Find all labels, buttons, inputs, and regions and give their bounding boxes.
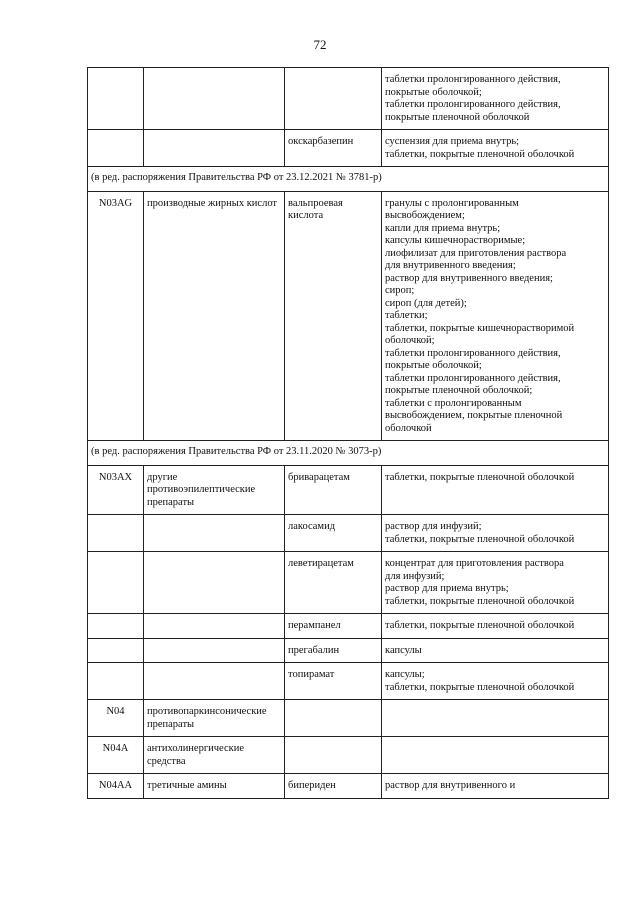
dosage-form-line: таблетки пролонгированного действия, xyxy=(385,347,561,359)
drug-name-cell xyxy=(285,737,382,774)
dosage-forms-cell xyxy=(382,465,609,515)
atc-code-cell xyxy=(88,130,144,167)
table-row xyxy=(88,130,609,167)
anatomical-group-cell: антихолинергические средства xyxy=(144,737,285,774)
dosage-form-line: гранулы с пролонгированным xyxy=(385,197,519,209)
dosage-forms-cell xyxy=(382,700,609,737)
dosage-form-line: оболочкой xyxy=(385,422,432,434)
dosage-forms-cell xyxy=(382,663,609,700)
dosage-form-line: таблетки, покрытые пленочной оболочкой xyxy=(385,148,575,160)
dosage-form-line: раствор для приема внутрь; xyxy=(385,583,509,594)
atc-code-cell: N04A xyxy=(88,737,144,774)
atc-code-cell: N04 xyxy=(88,700,144,737)
dosage-form-line: покрытые оболочкой; xyxy=(385,86,482,98)
dosage-form-line: таблетки пролонгированного действия, xyxy=(385,372,561,384)
page-number: 72 xyxy=(313,37,327,52)
dosage-form-line: оболочкой; xyxy=(385,335,435,346)
dosage-form-line: таблетки, покрытые кишечнорастворимой xyxy=(385,322,575,334)
table-row xyxy=(88,663,609,700)
drug-name-cell: топирамат xyxy=(285,663,382,700)
atc-code-cell xyxy=(88,614,144,639)
table-row xyxy=(88,774,609,799)
drug-name-cell: прегабалин xyxy=(285,638,382,663)
atc-code-cell xyxy=(88,552,144,614)
atc-code-cell xyxy=(88,515,144,552)
dosage-form-line: раствор для внутривенного введения; xyxy=(385,272,553,284)
drug-name-cell: окскарбазепин xyxy=(285,130,382,167)
table-row xyxy=(88,700,609,737)
dosage-form-line: лиофилизат для приготовления раствора xyxy=(385,247,567,259)
dosage-form-line: концентрат для приготовления раствора xyxy=(385,558,564,569)
table-row xyxy=(88,737,609,774)
dosage-form-line: высвобождением; xyxy=(385,210,465,221)
dosage-form-line: покрытые пленочной оболочкой xyxy=(385,111,530,123)
dosage-forms-cell xyxy=(382,737,609,774)
dosage-form-line: высвобождением, покрытые пленочной xyxy=(385,410,563,421)
anatomical-group-cell: третичные амины xyxy=(144,774,285,799)
dosage-forms-cell xyxy=(382,552,609,614)
drug-name-cell xyxy=(285,700,382,737)
drug-name-cell: бипериден xyxy=(285,774,382,799)
dosage-form-line: раствор для инфузий; xyxy=(385,521,482,532)
table-row xyxy=(88,465,609,515)
anatomical-group-cell: производные жирных кислот xyxy=(144,191,285,441)
dosage-form-line: капсулы xyxy=(385,644,422,656)
anatomical-group-cell xyxy=(144,552,285,614)
table-body xyxy=(88,68,609,799)
dosage-form-line: капсулы; xyxy=(385,669,425,680)
dosage-form-line: сироп (для детей); xyxy=(385,297,467,309)
table-row xyxy=(88,552,609,614)
anatomical-group-cell xyxy=(144,515,285,552)
atc-code-cell xyxy=(88,663,144,700)
table-row xyxy=(88,614,609,639)
dosage-form-line: таблетки, покрытые пленочной оболочкой xyxy=(385,533,575,545)
anatomical-group-cell xyxy=(144,663,285,700)
drug-name-cell: перампанел xyxy=(285,614,382,639)
dosage-form-line: для инфузий; xyxy=(385,570,445,582)
dosage-form-line: таблетки пролонгированного действия, xyxy=(385,74,561,85)
amendment-note: (в ред. распоряжения Правительства РФ от 23.12.2021 № 3781-р) xyxy=(88,167,609,192)
table-row xyxy=(88,515,609,552)
amendment-note: (в ред. распоряжения Правительства РФ от 23.11.2020 № 3073-р) xyxy=(88,441,609,466)
anatomical-group-cell xyxy=(144,638,285,663)
dosage-forms-cell xyxy=(382,191,609,441)
atc-code-cell: N03AX xyxy=(88,465,144,515)
dosage-form-line: раствор для внутривенного и xyxy=(385,780,516,791)
dosage-form-line: сироп; xyxy=(385,285,415,296)
dosage-forms-cell xyxy=(382,68,609,130)
drug-name-cell xyxy=(285,68,382,130)
drug-name-cell: вальпроевая кислота xyxy=(285,191,382,441)
anatomical-group-cell xyxy=(144,68,285,130)
table-row xyxy=(88,638,609,663)
dosage-form-line: таблетки, покрытые пленочной оболочкой xyxy=(385,620,575,631)
atc-code-cell xyxy=(88,638,144,663)
dosage-forms-cell xyxy=(382,515,609,552)
dosage-forms-cell xyxy=(382,130,609,167)
anatomical-group-cell: противопаркинсонические препараты xyxy=(144,700,285,737)
drug-name-cell: лакосамид xyxy=(285,515,382,552)
dosage-form-line: таблетки, покрытые пленочной оболочкой xyxy=(385,595,575,607)
atc-code-cell: N03AG xyxy=(88,191,144,441)
table-row xyxy=(88,191,609,441)
amendment-note-row xyxy=(88,441,609,466)
drug-name-cell: леветирацетам xyxy=(285,552,382,614)
table-row xyxy=(88,68,609,130)
dosage-forms-cell xyxy=(382,774,609,799)
dosage-form-line: таблетки, покрытые пленочной оболочкой xyxy=(385,471,575,483)
dosage-form-line: таблетки, покрытые пленочной оболочкой xyxy=(385,681,575,693)
anatomical-group-cell xyxy=(144,614,285,639)
dosage-form-line: таблетки пролонгированного действия, xyxy=(385,99,561,110)
anatomical-group-cell: другие противоэпилептические препараты xyxy=(144,465,285,515)
drug-classification-table xyxy=(87,67,609,799)
atc-code-cell: N04AA xyxy=(88,774,144,799)
dosage-form-line: капсулы кишечнорастворимые; xyxy=(385,235,526,246)
dosage-form-line: капли для приема внутрь; xyxy=(385,222,501,234)
dosage-forms-cell xyxy=(382,614,609,639)
dosage-form-line: покрытые пленочной оболочкой; xyxy=(385,385,533,396)
dosage-form-line: суспензия для приема внутрь; xyxy=(385,136,520,147)
drug-name-cell: бриварацетам xyxy=(285,465,382,515)
dosage-form-line: таблетки; xyxy=(385,310,428,321)
dosage-form-line: покрытые оболочкой; xyxy=(385,360,482,371)
anatomical-group-cell xyxy=(144,130,285,167)
dosage-form-line: для внутривенного введения; xyxy=(385,260,516,271)
dosage-forms-cell xyxy=(382,638,609,663)
atc-code-cell xyxy=(88,68,144,130)
dosage-form-line: таблетки с пролонгированным xyxy=(385,397,522,409)
amendment-note-row xyxy=(88,167,609,192)
